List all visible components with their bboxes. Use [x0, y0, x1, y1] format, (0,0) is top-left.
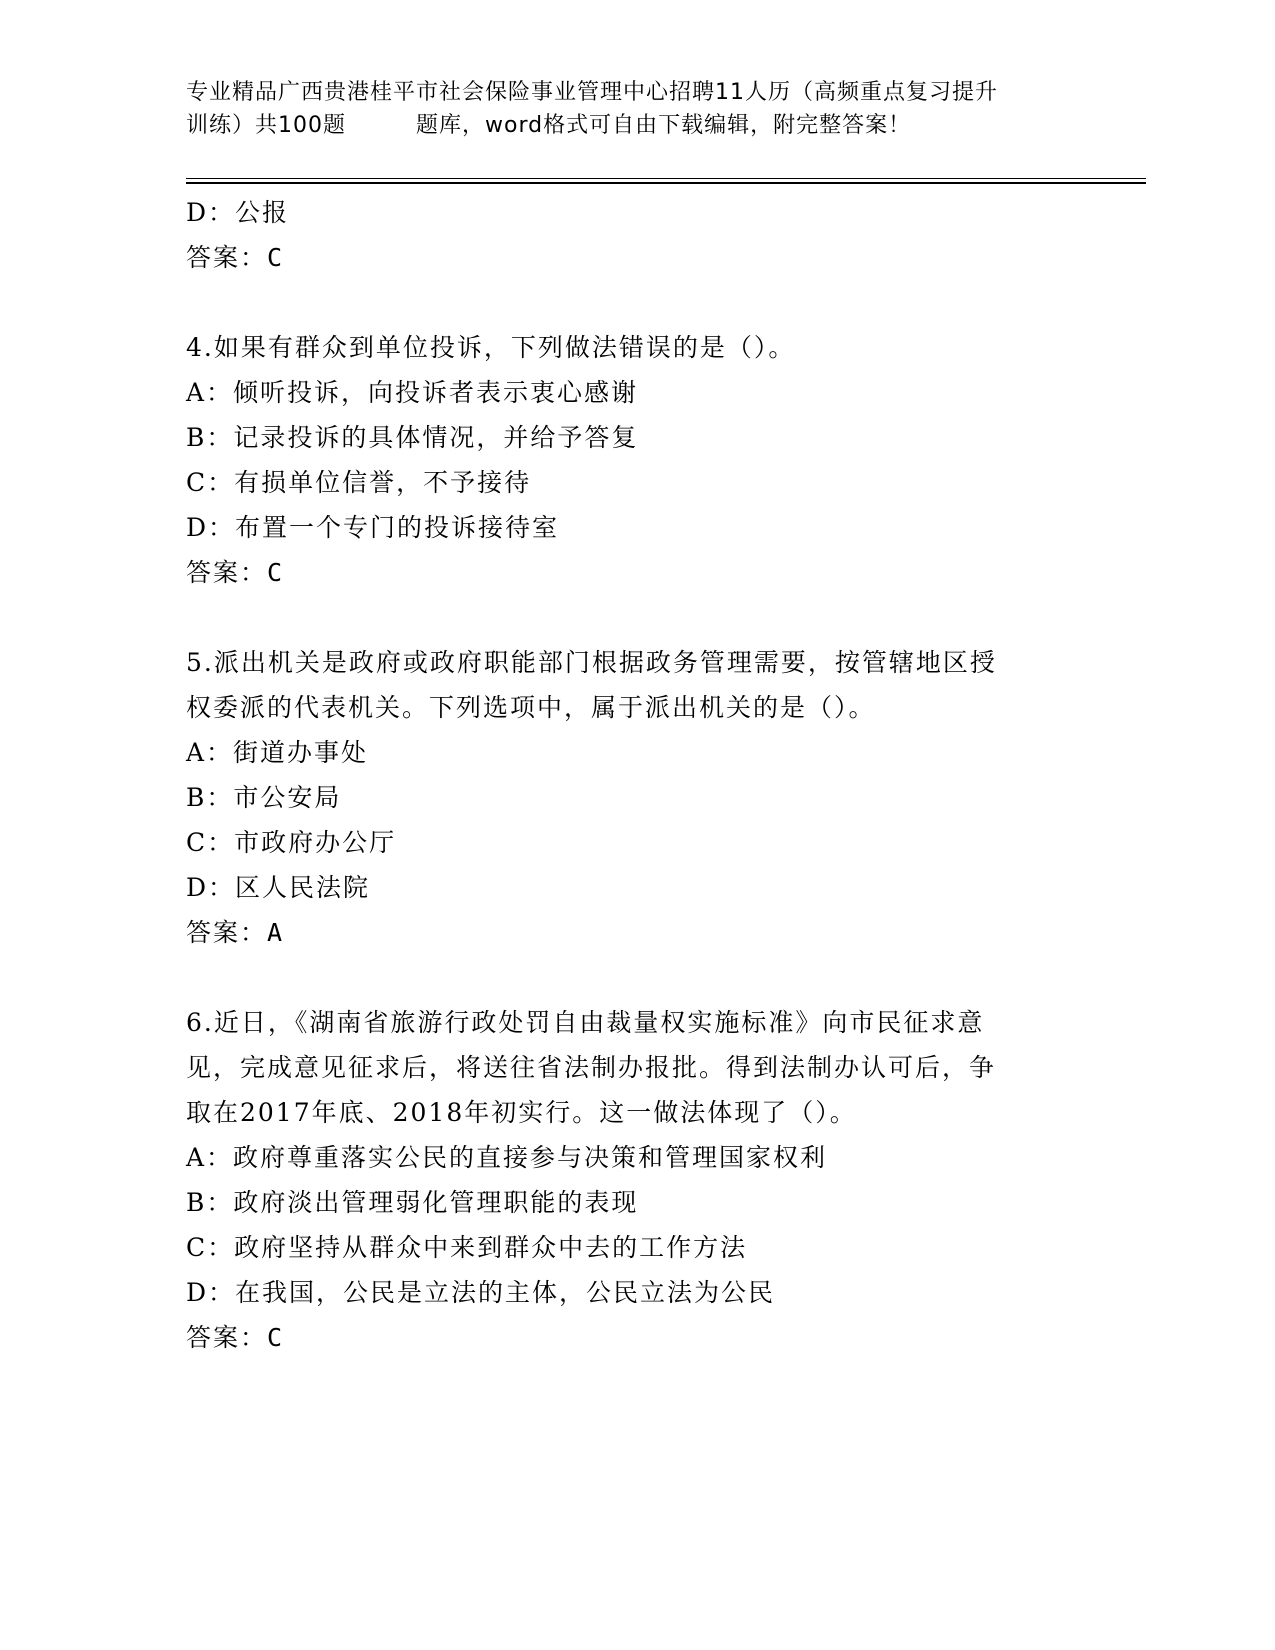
answer-label: 答案： — [186, 918, 268, 947]
question-3-continued — [186, 190, 1086, 280]
page-header — [186, 76, 1086, 142]
header-title-part-1: 训练）共100题 — [186, 113, 346, 138]
answer-label: 答案： — [186, 243, 268, 272]
answer-line — [186, 235, 1086, 280]
option-d: D：区人民法院 — [186, 873, 371, 902]
header-title-line-1: 专业精品广西贵港桂平市社会保险事业管理中心招聘11人历（高频重点复习提升 — [186, 80, 998, 105]
answer-line — [186, 550, 1086, 595]
option-b: B：记录投诉的具体情况，并给予答复 — [186, 423, 639, 452]
option-a: A：街道办事处 — [186, 738, 369, 767]
question-stem-line-1: 5.派出机关是政府或政府职能部门根据政务管理需要，按管辖地区授 — [186, 648, 997, 677]
answer-line — [186, 910, 1086, 955]
option-d: D：布置一个专门的投诉接待室 — [186, 513, 560, 542]
option-b: B：市公安局 — [186, 783, 342, 812]
option-a: A：倾听投诉，向投诉者表示衷心感谢 — [186, 378, 639, 407]
option-b: B：政府淡出管理弱化管理职能的表现 — [186, 1188, 639, 1217]
answer-value: C — [267, 558, 285, 587]
option-d: D：公报 — [186, 198, 290, 227]
header-title-part-2: 题库，word格式可自由下载编辑，附完整答案！ — [416, 113, 912, 138]
option-a: A：政府尊重落实公民的直接参与决策和管理国家权利 — [186, 1143, 828, 1172]
answer-label: 答案： — [186, 1323, 268, 1352]
option-c: C：政府坚持从群众中来到群众中去的工作方法 — [186, 1233, 748, 1262]
answer-value: C — [267, 1323, 285, 1352]
question-stem-line-2: 权委派的代表机关。下列选项中，属于派出机关的是（）。 — [186, 693, 876, 722]
answer-value: A — [267, 918, 285, 947]
header-title-line-2 — [186, 109, 1086, 142]
question-stem: 4.如果有群众到单位投诉，下列做法错误的是（）。 — [186, 333, 796, 362]
question-stem-line-2: 见，完成意见征求后，将送往省法制办报批。得到法制办认可后，争 — [186, 1053, 997, 1082]
header-divider — [186, 178, 1146, 184]
option-c: C：市政府办公厅 — [186, 828, 397, 857]
answer-value: C — [267, 243, 285, 272]
question-stem-line-1: 6.近日，《湖南省旅游行政处罚自由裁量权实施标准》向市民征求意 — [186, 1008, 985, 1037]
answer-label: 答案： — [186, 558, 268, 587]
answer-line — [186, 1315, 1086, 1360]
question-stem-line-3: 取在2017年底、2018年初实行。这一做法体现了（）。 — [186, 1098, 857, 1127]
question-4 — [186, 325, 1086, 595]
question-5 — [186, 640, 1086, 955]
question-content — [186, 190, 1086, 1360]
option-c: C：有损单位信誉，不予接待 — [186, 468, 532, 497]
question-6 — [186, 1000, 1086, 1360]
option-d: D：在我国，公民是立法的主体，公民立法为公民 — [186, 1278, 776, 1307]
